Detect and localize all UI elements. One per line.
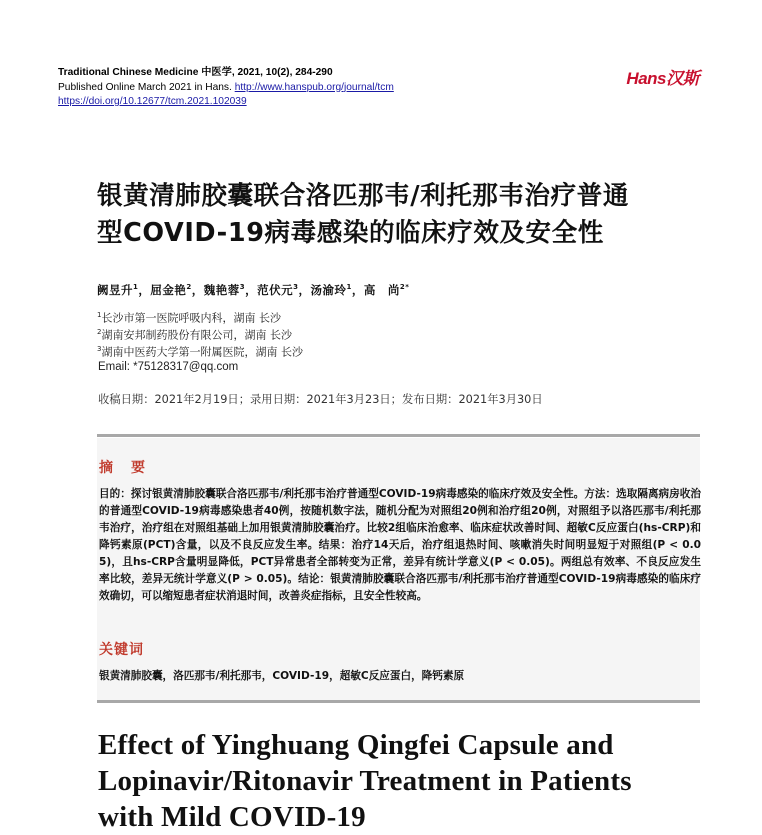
author-separator: ， [138, 283, 151, 297]
affiliation-3: $^3$湖南中医药大学第一附属医院，湖南 长沙 [97, 345, 303, 359]
author-list [97, 282, 409, 298]
author: 阙昱升 [97, 283, 133, 297]
author: 高 尚 [363, 283, 400, 297]
keywords-heading: 关键词 [99, 642, 144, 658]
author: 范伏元 [257, 283, 294, 297]
journal-citation: Traditional Chinese Medicine 中医学, 2021, 10(2), 284-290 [58, 67, 333, 78]
doi-link[interactable]: https://doi.org/10.12677/tcm.2021.102039 [58, 96, 247, 107]
email: Email: *75128317@qq.com [98, 361, 239, 373]
journal-link[interactable]: http://www.hanspub.org/journal/tcm [234, 81, 394, 93]
author-separator: ， [245, 283, 258, 297]
author: 汤渝玲 [310, 283, 347, 297]
author: 魏艳蓉 [203, 283, 240, 297]
journal-header [58, 66, 394, 110]
keywords-text: 银黄清肺胶囊，洛匹那韦/利托那韦，COVID-19，超敏C反应蛋白，降钙素原 [99, 670, 465, 682]
affiliation-1: $^1$长沙市第一医院呼吸内科，湖南 长沙 [97, 311, 281, 325]
abstract-text: 目的：探讨银黄清肺胶囊联合洛匹那韦/利托那韦治疗普通型COVID-19病毒感染的临床疗效及安全性。方法：选取隔离病房收治的普通型COVID-19病毒感染患者40例，按随机数字法，随机分配为对照组20例和治疗组20例，对照组予以洛匹那韦/利托那韦治疗，治疗组在对照组基础上加用银黄清肺胶囊治疗。比较2组临床治愈率、临床症状改善时间、超敏C反应蛋白(hs-CRP)和降钙素原(PCT)含量，以及不良反应发生率。结果：治疗14天后，治疗组退热时间、咳嗽消失时间明显短于对照组(P < 0.05)，且hs-CRP含量明显降低，PCT异常患者全部转变为正常，差异有统计学意义(P < 0.05)。两组总有效率、不良反应发生率比较，差异无统计学意义(P > 0.05)。结论：银黄清肺胶囊联合洛匹那韦/利托那韦治疗普通型COVID-19病毒感染的临床疗效确切，可以缩短患者症状消退时间，改善炎症指标，且安全性较高。 [99, 488, 701, 602]
author-separator: ， [191, 283, 204, 297]
hans-logo: Hans汉斯 [626, 69, 699, 88]
published-line: Published Online March 2021 in Hans. http://www.hanspub.org/journal/tcm [58, 81, 394, 93]
author-affiliation-mark: 3 [293, 283, 299, 292]
divider-bottom [97, 700, 700, 703]
affiliation-2: $^2$湖南安邦制药股份有限公司，湖南 长沙 [97, 328, 292, 342]
author-affiliation-mark: 1 [346, 283, 352, 292]
author-affiliation-mark: 2 [186, 283, 192, 292]
abstract-heading: 摘 要 [99, 460, 147, 476]
author: 屈金艳 [150, 283, 187, 297]
author-affiliation-mark: 3 [239, 283, 246, 292]
publication-dates: 收稿日期：2021年2月19日；录用日期：2021年3月23日；发布日期：2021年3月30日 [98, 393, 543, 406]
divider-top [97, 434, 700, 437]
chinese-title: 银黄清肺胶囊联合洛匹那韦/利托那韦治疗普通 型COVID-19病毒感染的临床疗效及安全性 [97, 181, 629, 248]
english-title: Effect of Yinghuang Qingfei Capsule and Lopinavir/Ritonavir Treatment in Patients with Mild COVID-19 [98, 729, 632, 833]
author-separator: ， [351, 283, 364, 297]
journal-cn: 中医学 [201, 67, 232, 78]
author-separator: ， [298, 283, 311, 297]
author-affiliation-mark: 2* [399, 283, 410, 292]
author-affiliation-mark: 1 [133, 283, 139, 292]
